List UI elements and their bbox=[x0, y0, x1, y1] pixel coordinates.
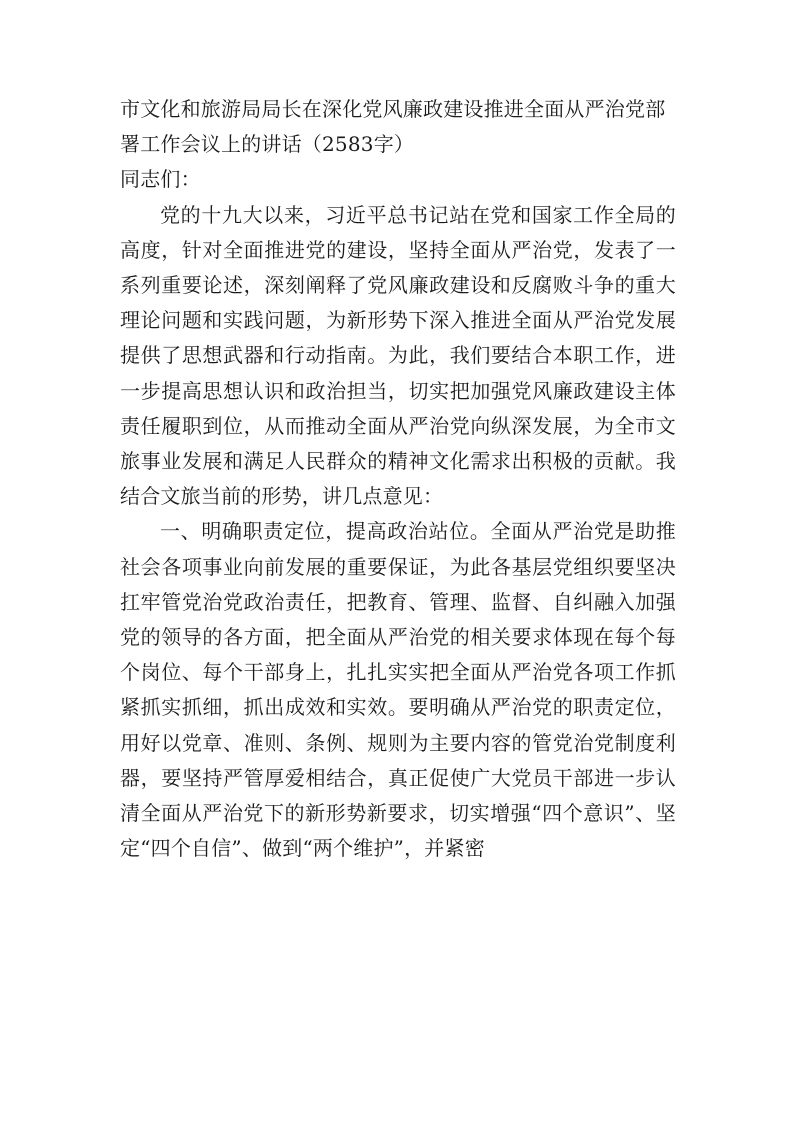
paragraph-section-one: 一、明确职责定位，提高政治站位。全面从严治党是助推社会各项事业向前发展的重要保证，为此各基层党组织要坚决扛牢管党治党政治责任，把教育、管理、监督、自纠融入加强党的领导的各方面，把全面从严治党的相关要求体现在每个每个岗位、每个干部身上，扎扎实实把全面从严治党各项工作抓紧抓实抓细，抓出成效和实效。要明确从严治党的职责定位，用好以党章、准则、条例、规则为主要内容的管党治党制度利器，要坚持严管厚爱相结合，真正促使广大党员干部进一步认清全面从严治党下的新形势新要求，切实增强“四个意识”、坚定“四个自信”、做到“两个维护”，并紧密 bbox=[120, 519, 676, 861]
greeting: 同志们： bbox=[120, 167, 201, 192]
document-body bbox=[120, 92, 676, 866]
document-title: 市文化和旅游局局长在深化党风廉政建设推进全面从严治党部署工作会议上的讲话（2583字） bbox=[120, 97, 666, 157]
paragraph-intro: 党的十九大以来，习近平总书记站在党和国家工作全局的高度，针对全面推进党的建设，坚持全面从严治党，发表了一系列重要论述，深刻阐释了党风廉政建设和反腐败斗争的重大理论问题和实践问题，为新形势下深入推进全面从严治党发展提供了思想武器和行动指南。为此，我们要结合本职工作，进一步提高思想认识和政治担当，切实把加强党风廉政建设主体责任履职到位，从而推动全面从严治党向纵深发展，为全市文旅事业发展和满足人民群众的精神文化需求出积极的贡献。我结合文旅当前的形势，讲几点意见： bbox=[120, 202, 676, 509]
